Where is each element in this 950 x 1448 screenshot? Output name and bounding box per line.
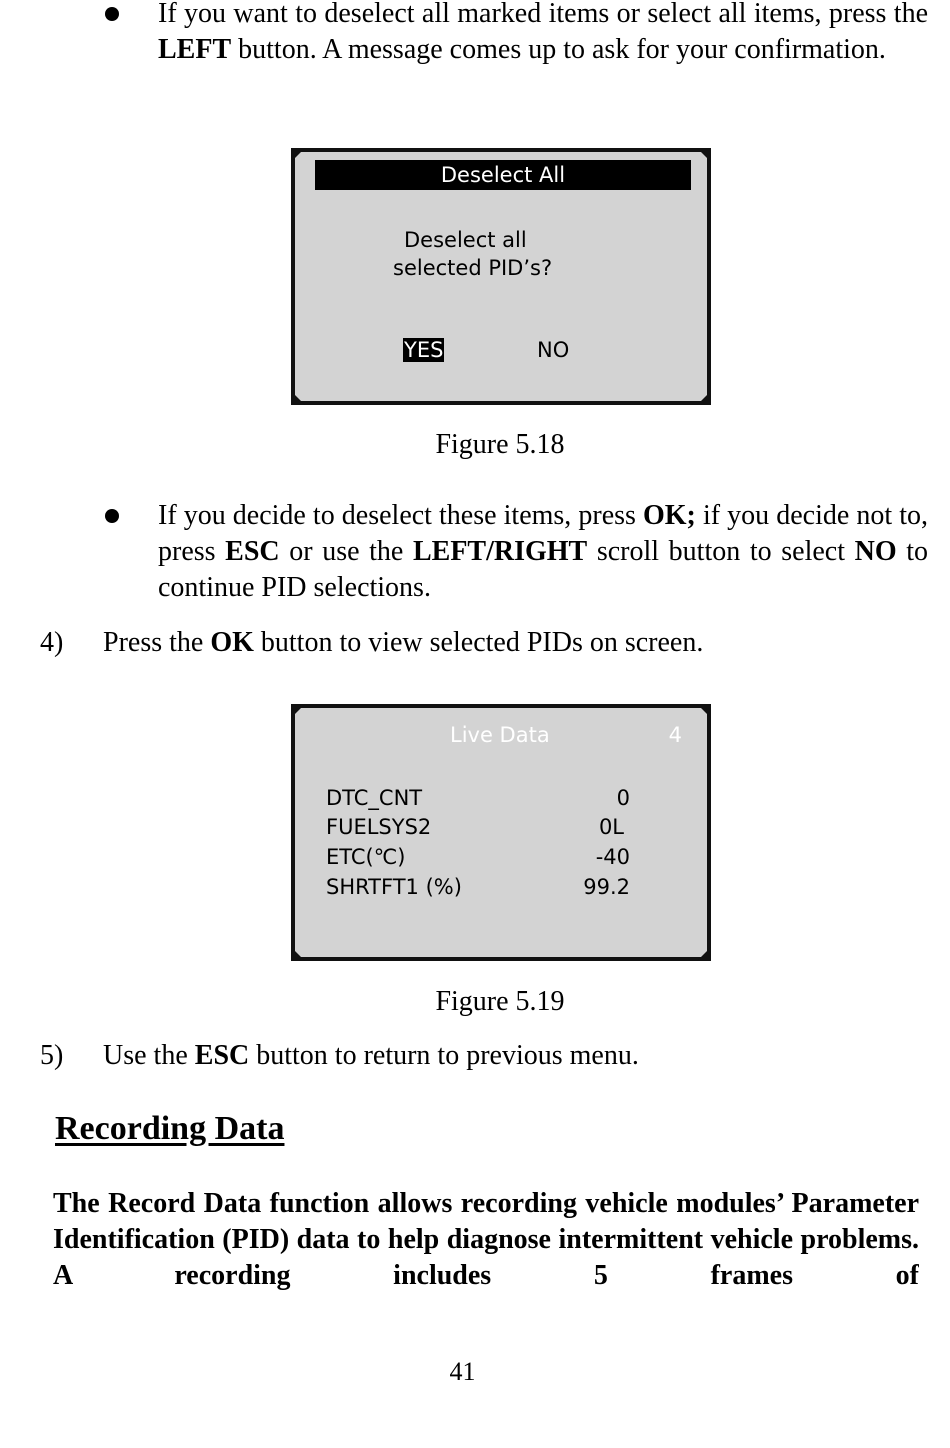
text-segment: If you decide to deselect these items, press [158, 500, 643, 531]
bold-term-left-right: LEFT/RIGHT [412, 536, 588, 567]
screen-corner [697, 947, 711, 961]
screen-corner [291, 947, 305, 961]
text-segment: button. A message comes up to ask for your confirmation. [231, 34, 886, 65]
figure-caption-5-19: Figure 5.19 [435, 986, 565, 1017]
text-segment: If you want to deselect all marked items or select all items, press the [158, 0, 928, 29]
section-body: The Record Data function allows recording vehicle modules’ Parameter Identification (PID) data to help diagnose intermittent vehicle problems. A recording includes 5 frames of [53, 1188, 919, 1291]
pid-row-value: 0 [616, 786, 630, 810]
screen-corner [291, 704, 305, 718]
dialog-message-line-2: selected PID’s? [393, 256, 553, 280]
screen-title-bar [315, 160, 691, 190]
text-segment: Use the [103, 1040, 195, 1071]
pid-row-value: 0L [598, 815, 624, 839]
pid-row-value: 99.2 [583, 875, 630, 899]
bold-term-esc: ESC [225, 536, 280, 567]
screen-corner [291, 391, 305, 405]
no-option[interactable] [537, 336, 569, 364]
figure-caption-5-18: Figure 5.18 [435, 429, 565, 460]
pid-row-name: FUELSYS2 [326, 815, 432, 839]
screen-corner [291, 148, 305, 162]
step-4-text [103, 625, 933, 661]
step-5-text [103, 1038, 933, 1074]
bold-term-ok: OK; [643, 500, 696, 531]
bullet-point [105, 7, 119, 21]
bold-term-esc: ESC [194, 1040, 250, 1071]
pid-count: 4 [668, 723, 682, 747]
bold-term-left: LEFT [158, 34, 232, 65]
text-segment: scroll button to select [587, 536, 855, 567]
bullet-paragraph-confirm [158, 498, 928, 606]
dialog-message-line-1: Deselect all [404, 228, 527, 252]
text-segment: or use the [279, 536, 413, 567]
page-number: 41 [449, 1357, 476, 1386]
yes-option[interactable] [403, 336, 444, 364]
screen-title: Deselect All [440, 163, 566, 187]
screen-corner [697, 148, 711, 162]
screen-corner [697, 704, 711, 718]
text-segment: Press the [103, 627, 211, 658]
yes-label: YES [404, 338, 444, 362]
screen-title: Live Data [450, 723, 550, 747]
bold-term-no: NO [854, 536, 897, 567]
pid-row-name: ETC(℃) [326, 845, 406, 869]
section-heading: Recording Data [55, 1110, 285, 1147]
text-segment: if you decide not to, press [158, 500, 928, 567]
pid-row-name: SHRTFT1 (%) [326, 875, 462, 899]
device-screen-deselect-all [291, 148, 711, 405]
step-number-4: 4) [40, 627, 64, 658]
bullet-point [105, 509, 119, 523]
text-segment: button to view selected PIDs on screen. [253, 627, 704, 658]
step-number-5: 5) [40, 1040, 64, 1071]
no-label: NO [537, 338, 570, 362]
screen-corner [697, 391, 711, 405]
pid-row-name: DTC_CNT [326, 786, 423, 810]
text-segment: to continue PID selections. [158, 536, 929, 603]
device-screen-live-data [291, 704, 711, 961]
bullet-paragraph-deselect [158, 0, 928, 68]
text-segment: button to return to previous menu. [249, 1040, 639, 1071]
bold-term-ok: OK [210, 627, 254, 658]
pid-row-value: -40 [595, 845, 630, 869]
